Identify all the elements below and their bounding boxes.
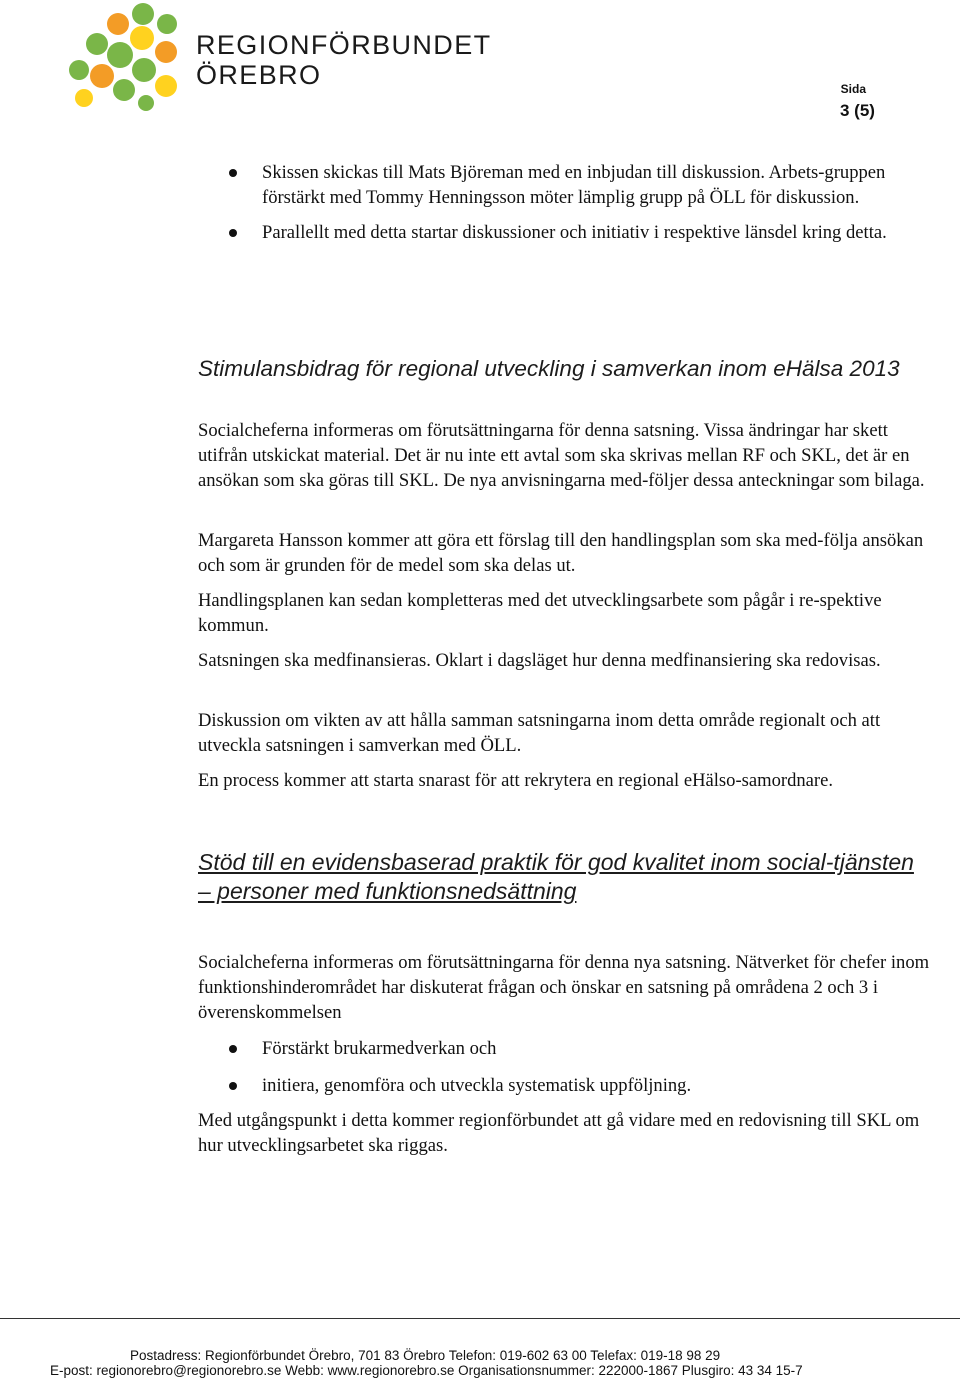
list-item: Förstärkt brukarmedverkan och: [0, 1036, 930, 1061]
organization-name-line2: ÖREBRO: [196, 60, 322, 90]
top-bullet-list: [0, 160, 960, 245]
paragraph: Diskussion om vikten av att hålla samman satsningarna inom detta område regionalt och att utveckla satsningen i samverkan med ÖLL.: [198, 710, 881, 756]
page-number: 3 (5): [840, 101, 875, 120]
paragraph: Socialcheferna informeras om förutsättningarna för denna satsning. Vissa ändringar har skett utifrån utskickat material. Det är nu inte ett avtal som ska skrivas mellan RF och SKL, det är en ansökan som ska göras till SKL. De nya anvisningarna med-följer dessa anteckningar som bilaga.: [198, 420, 925, 491]
bullet-icon: [229, 1082, 237, 1090]
organization-name-line1: REGIONFÖRBUNDET: [196, 30, 492, 60]
paragraph: Margareta Hansson kommer att göra ett förslag till den handlingsplan som ska med-följa ansökan och som är grunden för de medel som ska delas ut.: [198, 530, 924, 576]
paragraph: Socialcheferna informeras om förutsättningarna för denna nya satsning. Nätverket för chefer inom funktionshinderområdet har diskuterat frågan och önskar en satsning på områdena 2 och 3 i överenskommelsen: [198, 952, 930, 1023]
list-item: initiera, genomföra och utveckla systematisk uppföljning.: [0, 1073, 930, 1098]
paragraph: Satsningen ska medfinansieras. Oklart i dagsläget hur denna medfinansiering ska redovisas.: [198, 650, 881, 671]
organization-name: [196, 30, 492, 90]
footer-contact-info: E-post: regionorebro@regionorebro.se Webb: www.regionorebro.se Organisationsnummer: 222000-1867 Plusgiro: 43 34 15-7: [50, 1363, 803, 1378]
list-item: Parallellt med detta startar diskussioner och initiativ i respektive länsdel kring detta.: [0, 220, 930, 245]
organization-logo: [62, 2, 184, 112]
page-label: Sida: [840, 82, 866, 96]
footer-postal-address: Postadress: Regionförbundet Örebro, 701 83 Örebro Telefon: 019-602 63 00 Telefax: 019-18 98 29: [130, 1348, 721, 1363]
list-item: Skissen skickas till Mats Björeman med en inbjudan till diskussion. Arbets-gruppen förstärkt med Tommy Henningsson möter lämplig grupp på ÖLL för diskussion.: [0, 160, 930, 210]
section-heading-evidensbaserad-praktik: Stöd till en evidensbaserad praktik för god kvalitet inom social-tjänsten – personer med funktionsnedsättning: [198, 849, 914, 904]
section-heading-ehalsa: Stimulansbidrag för regional utveckling i samverkan inom eHälsa 2013: [198, 356, 900, 381]
paragraph: Handlingsplanen kan sedan kompletteras med det utvecklingsarbete som pågår i re-spektive kommun.: [198, 590, 882, 636]
paragraph: Med utgångspunkt i detta kommer regionförbundet att gå vidare med en redovisning till SKL om hur utvecklingsarbetet ska riggas.: [198, 1110, 920, 1156]
footer-divider: [0, 1318, 960, 1319]
bullet-icon: [229, 1045, 237, 1053]
paragraph: En process kommer att starta snarast för att rekrytera en regional eHälso-samordnare.: [198, 770, 834, 791]
bullet-icon: [229, 169, 237, 177]
section2-bullet-list: [0, 1036, 960, 1098]
logo-leaf-cluster: [69, 3, 177, 111]
bullet-icon: [229, 229, 237, 237]
